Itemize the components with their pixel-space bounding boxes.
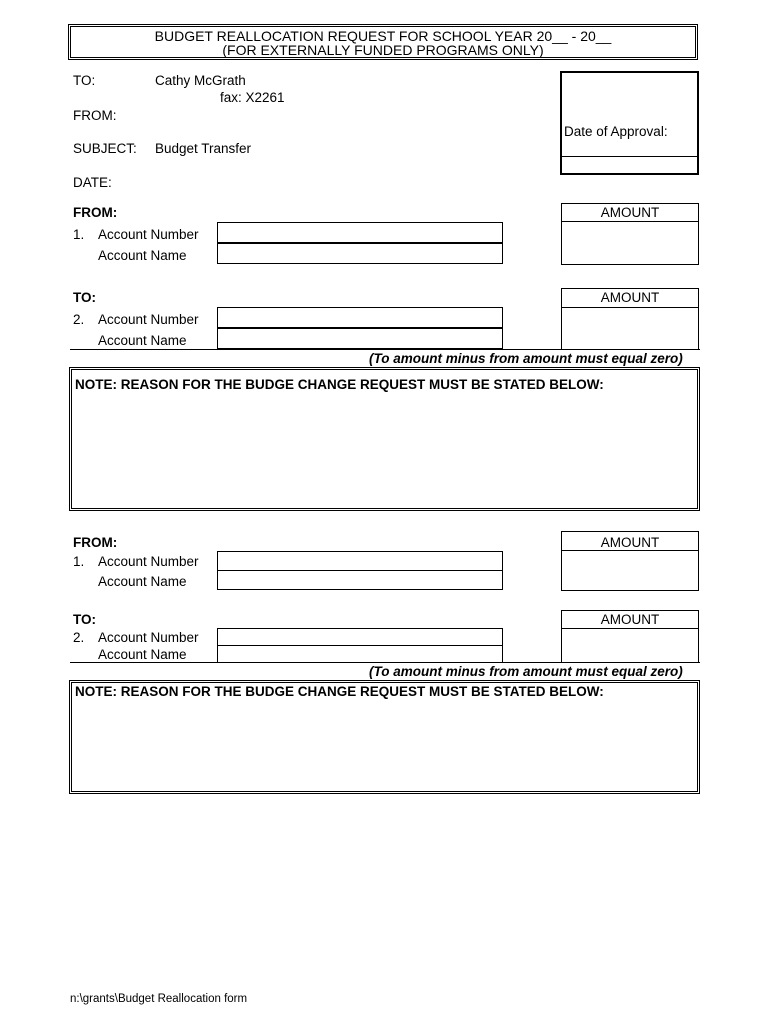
section1-from-amount-label: AMOUNT <box>600 205 660 220</box>
date-of-approval-label: Date of Approval: <box>564 124 668 139</box>
section2-from-account-number-label: Account Number <box>98 554 199 569</box>
section1-to-heading: TO: <box>73 290 96 305</box>
section2-from-heading: FROM: <box>73 535 118 550</box>
section2-divider-line <box>70 662 700 663</box>
date-label: DATE: <box>73 175 112 190</box>
section2-to-amount-divider <box>561 628 699 629</box>
section2-from-account-name-label: Account Name <box>98 574 187 589</box>
form-subtitle: (FOR EXTERNALLY FUNDED PROGRAMS ONLY) <box>222 42 544 58</box>
section2-from-account-name-field[interactable] <box>217 570 503 590</box>
section1-from-account-number-field[interactable] <box>217 222 503 243</box>
section2-from-item-number: 1. <box>73 554 85 569</box>
approval-divider <box>562 156 697 157</box>
approval-box[interactable] <box>560 71 699 175</box>
section1-from-account-name-label: Account Name <box>98 248 187 263</box>
section2-from-amount-label: AMOUNT <box>600 535 660 550</box>
section1-to-account-name-field[interactable] <box>217 328 503 349</box>
subject-value: Budget Transfer <box>155 141 252 156</box>
section1-equality-note: (To amount minus from amount must equal zero) <box>369 351 683 366</box>
section1-divider-line <box>70 349 700 350</box>
section1-from-account-number-label: Account Number <box>98 227 199 242</box>
section2-reason-note: NOTE: REASON FOR THE BUDGE CHANGE REQUEST MUST BE STATED BELOW: <box>75 684 604 699</box>
to-label: TO: <box>73 73 96 88</box>
section2-from-account-number-field[interactable] <box>217 551 503 571</box>
section1-to-account-number-field[interactable] <box>217 307 503 328</box>
section2-to-heading: TO: <box>73 612 96 627</box>
section1-to-amount-divider <box>561 307 699 308</box>
from-label: FROM: <box>73 108 117 123</box>
section1-from-item-number: 1. <box>73 227 85 242</box>
section2-to-account-number-label: Account Number <box>98 630 199 645</box>
section2-to-account-number-field[interactable] <box>217 628 503 646</box>
section2-to-account-name-field[interactable] <box>217 645 503 663</box>
to-name: Cathy McGrath <box>155 73 246 88</box>
section1-from-amount-divider <box>561 221 699 222</box>
section1-to-account-number-label: Account Number <box>98 312 199 327</box>
section2-to-item-number: 2. <box>73 630 85 645</box>
to-fax: fax: X2261 <box>220 90 285 105</box>
section1-reason-note: NOTE: REASON FOR THE BUDGE CHANGE REQUEST MUST BE STATED BELOW: <box>75 377 604 392</box>
section2-to-amount-label: AMOUNT <box>600 612 660 627</box>
subject-label: SUBJECT: <box>73 141 137 156</box>
footer-file-path: n:\grants\Budget Reallocation form <box>70 993 248 1005</box>
section2-to-account-name-label: Account Name <box>98 647 187 662</box>
section1-to-account-name-label: Account Name <box>98 333 187 348</box>
section1-to-amount-label: AMOUNT <box>600 290 660 305</box>
section1-from-heading: FROM: <box>73 205 118 220</box>
section1-to-item-number: 2. <box>73 312 85 327</box>
form-title: BUDGET REALLOCATION REQUEST FOR SCHOOL YEAR 20__ - 20__ <box>154 28 612 44</box>
section1-from-account-name-field[interactable] <box>217 243 503 264</box>
section2-equality-note: (To amount minus from amount must equal zero) <box>369 664 683 679</box>
